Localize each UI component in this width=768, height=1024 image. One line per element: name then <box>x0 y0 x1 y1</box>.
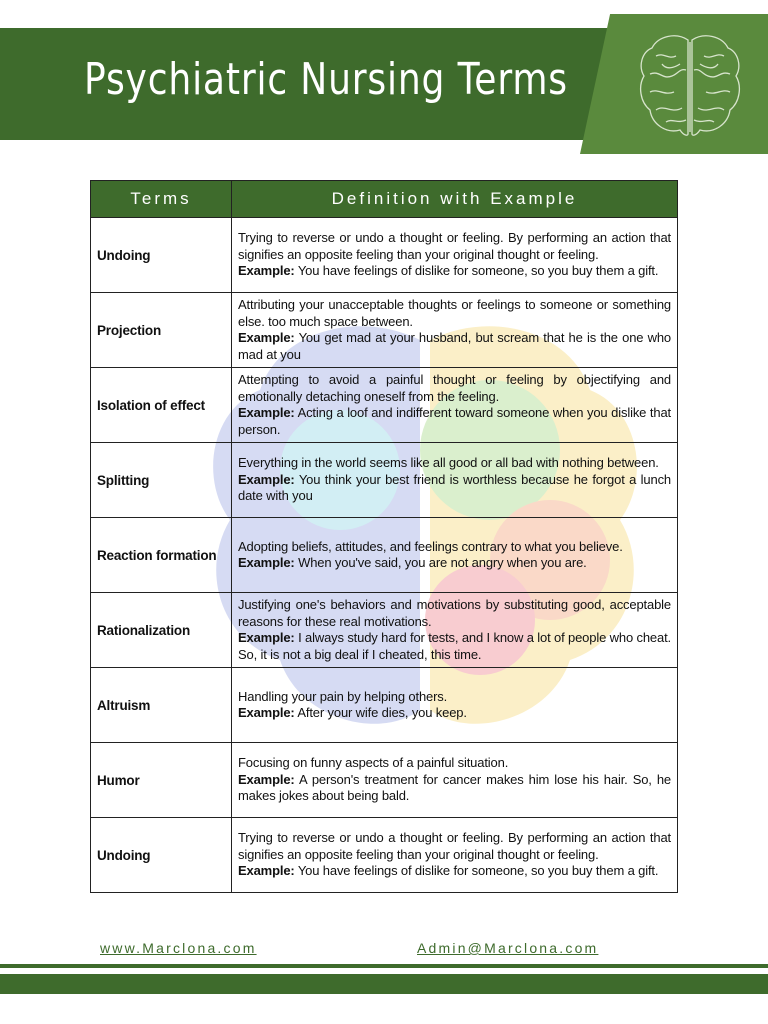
example-label: Example: <box>238 405 295 420</box>
example-label: Example: <box>238 863 295 879</box>
footer-stripe-thick <box>0 974 768 994</box>
table-row <box>91 368 678 443</box>
page-title: Psychiatric Nursing Terms <box>84 54 568 105</box>
term-cell: Reaction formation <box>91 518 232 593</box>
term-cell: Altruism <box>91 668 232 743</box>
definition-cell <box>232 368 678 443</box>
example-text: You think your best friend is worthless because he forgot a lunch date with you <box>238 471 672 504</box>
definition-cell <box>232 743 678 818</box>
term-cell: Humor <box>91 743 232 818</box>
definition-cell <box>232 293 678 368</box>
example-text: A person's treatment for cancer makes him lose his hair. So, he makes jokes about being bald. <box>238 771 671 804</box>
term-cell: Isolation of effect <box>91 368 232 443</box>
table-row <box>91 218 678 293</box>
example-label: Example: <box>238 263 295 279</box>
definition-cell <box>232 443 678 518</box>
example-label: Example: <box>238 471 295 487</box>
example-text: When you've said, you are not angry when you are. <box>298 555 587 570</box>
definition-cell <box>232 668 678 743</box>
definition-cell <box>232 218 678 293</box>
table-row <box>91 668 678 743</box>
footer-stripe-thin <box>0 964 768 968</box>
website-link[interactable]: www.Marclona.com <box>100 940 257 956</box>
definition-text: Attempting to avoid a painful thought or feeling by objectifying and emotionally detaching oneself from the feeling. <box>238 372 671 404</box>
example-text: I always study hard for tests, and I know a lot of people who cheat. So, it is not a big deal if I cheated, this time. <box>238 630 672 662</box>
example-text: After your wife dies, you keep. <box>297 705 467 720</box>
definition-text: Trying to reverse or undo a thought or feeling. By performing an action that signifies an opposite feeling than your original thought or feeling. <box>238 830 671 862</box>
example-label: Example: <box>238 630 295 645</box>
definition-cell <box>232 593 678 668</box>
term-cell: Rationalization <box>91 593 232 668</box>
definition-text: Everything in the world seems like all good or all bad with nothing between. <box>238 455 659 471</box>
brain-icon <box>636 30 744 142</box>
example-label: Example: <box>238 555 295 570</box>
definition-text: Trying to reverse or undo a thought or feeling. By performing an action that signifies an opposite feeling than your original thought or feeling. <box>238 230 671 262</box>
term-cell: Undoing <box>91 218 232 293</box>
example-text: Acting a loof and indifferent toward someone when you dislike that person. <box>238 405 671 437</box>
example-label: Example: <box>238 771 295 787</box>
column-header-terms: Terms <box>91 181 232 218</box>
table-row <box>91 293 678 368</box>
definition-text: Justifying one's behaviors and motivations by substituting good, acceptable reasons for these real motivations. <box>238 597 671 629</box>
table-header-row <box>91 181 678 218</box>
definition-cell <box>232 818 678 893</box>
table-row <box>91 743 678 818</box>
definition-text: Attributing your unacceptable thoughts or feelings to someone or something else. too much space between. <box>238 297 671 329</box>
column-header-definition: Definition with Example <box>232 181 678 218</box>
definition-cell <box>232 518 678 593</box>
example-text: You get mad at your husband, but scream that he is the one who mad at you <box>238 330 671 362</box>
table-row <box>91 518 678 593</box>
email-link[interactable]: Admin@Marclona.com <box>417 940 599 956</box>
example-text: You have feelings of dislike for someone, so you buy them a gift. <box>297 863 659 879</box>
table-row <box>91 818 678 893</box>
example-label: Example: <box>238 705 295 720</box>
table-row <box>91 443 678 518</box>
example-text: You have feelings of dislike for someone, so you buy them a gift. <box>297 263 659 279</box>
definition-text: Handling your pain by helping others. <box>238 688 448 704</box>
terms-table <box>90 180 678 893</box>
term-cell: Splitting <box>91 443 232 518</box>
definition-text: Adopting beliefs, attitudes, and feelings contrary to what you believe. <box>238 538 623 554</box>
definition-text: Focusing on funny aspects of a painful situation. <box>238 755 509 771</box>
term-cell: Projection <box>91 293 232 368</box>
example-label: Example: <box>238 330 295 345</box>
table-row <box>91 593 678 668</box>
term-cell: Undoing <box>91 818 232 893</box>
